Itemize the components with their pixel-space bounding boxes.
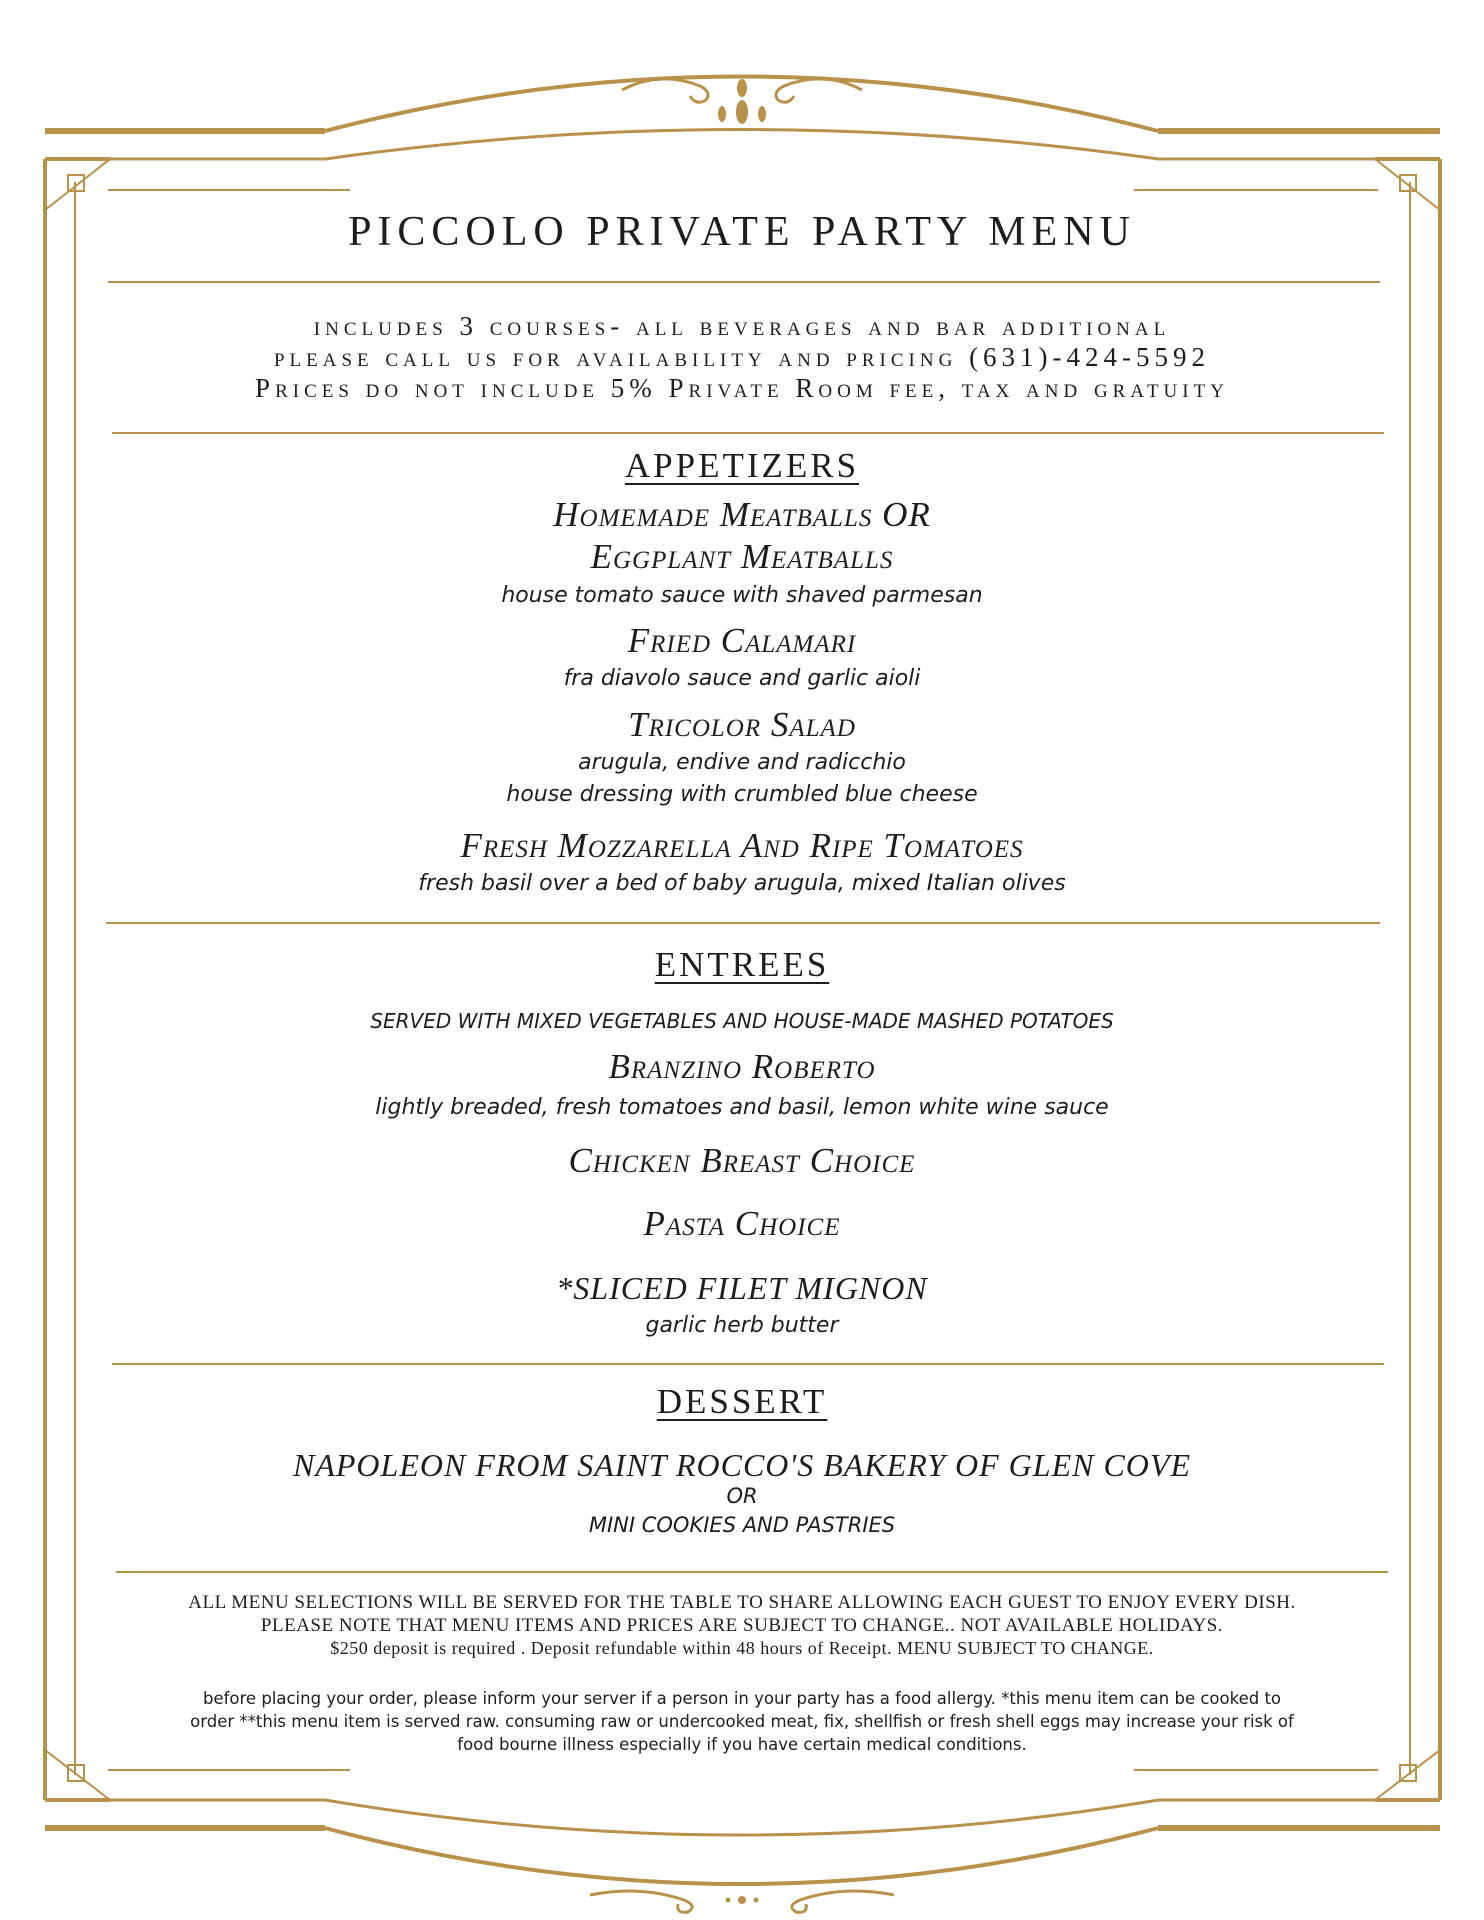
dessert-alt: MINI COOKIES AND PASTRIES	[588, 1513, 896, 1537]
footer-line-change: PLEASE NOTE THAT MENU ITEMS AND PRICES ARE SUBJECT TO CHANGE.. NOT AVAILABLE HOLIDAYS.	[260, 1615, 1224, 1636]
dish-pasta: Pasta Choice	[643, 1204, 841, 1243]
dish-filet-mignon: *SLICED FILET MIGNON	[556, 1270, 928, 1306]
dish-meatballs-line1: Homemade Meatballs OR	[553, 495, 931, 534]
footer-line-share: ALL MENU SELECTIONS WILL BE SERVED FOR THE TABLE TO SHARE ALLOWING EACH GUEST TO ENJOY EVERY DISH.	[188, 1592, 1296, 1613]
dish-mozzarella-desc: fresh basil over a bed of baby arugula, mixed Italian olives	[418, 871, 1066, 896]
dish-tricolor-desc-line2: house dressing with crumbled blue cheese	[506, 782, 978, 807]
entrees-note: SERVED WITH MIXED VEGETABLES AND HOUSE-MADE MASHED POTATOES	[370, 1009, 1114, 1033]
dessert-heading: DESSERT	[656, 1382, 828, 1421]
dish-chicken-breast: Chicken Breast Choice	[568, 1141, 916, 1180]
info-line-fees: Prices do not include 5% Private Room fee, tax and gratuity	[255, 373, 1229, 403]
dish-calamari: Fried Calamari	[627, 621, 857, 660]
info-line-courses: includes 3 courses- all beverages and bar additional	[313, 311, 1171, 341]
allergy-line-2: order **this menu item is served raw. consuming raw or undercooked meat, fix, shellfish or fresh shell eggs may increase your risk of	[190, 1712, 1294, 1731]
allergy-line-3: food bourne illness especially if you have certain medical conditions.	[457, 1735, 1027, 1754]
dish-tricolor-desc-line1: arugula, endive and radicchio	[578, 750, 906, 775]
dish-calamari-desc: fra diavolo sauce and garlic aioli	[563, 666, 921, 691]
dish-branzino-desc: lightly breaded, fresh tomatoes and basil, lemon white wine sauce	[375, 1095, 1109, 1120]
dish-meatballs-desc: house tomato sauce with shaved parmesan	[501, 583, 983, 608]
entrees-heading: ENTREES	[654, 945, 830, 984]
dessert-or: OR	[726, 1484, 758, 1508]
allergy-line-1: before placing your order, please inform your server if a person in your party has a food allergy. *this menu item can be cooked to	[202, 1689, 1282, 1708]
info-line-phone: please call us for availability and pricing (631)-424-5592	[273, 342, 1211, 372]
dish-meatballs-line2: Eggplant Meatballs	[590, 537, 894, 576]
dish-mozzarella: Fresh Mozzarella And Ripe Tomatoes	[460, 826, 1024, 865]
dish-tricolor-salad: Tricolor Salad	[628, 705, 856, 744]
dish-filet-desc: garlic herb butter	[645, 1313, 839, 1338]
dish-branzino: Branzino Roberto	[608, 1047, 876, 1086]
dessert-napoleon: NAPOLEON FROM SAINT ROCCO'S BAKERY OF GLEN COVE	[292, 1447, 1191, 1483]
appetizers-heading: APPETIZERS	[624, 446, 860, 485]
page-title: PICCOLO PRIVATE PARTY MENU	[348, 209, 1136, 255]
footer-line-deposit: $250 deposit is required . Deposit refundable within 48 hours of Receipt. MENU SUBJECT TO CHANGE.	[330, 1638, 1154, 1658]
